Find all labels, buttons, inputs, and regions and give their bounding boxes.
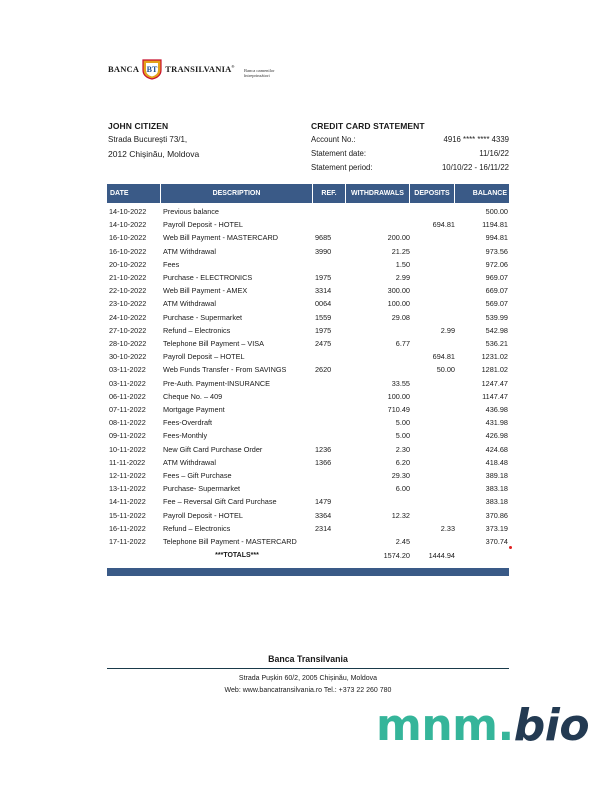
row-ref: 1236 — [315, 444, 332, 454]
row-date: 15-11-2022 — [109, 510, 146, 520]
row-withdrawal: 6.00 — [395, 484, 410, 494]
row-deposit: 2.99 — [440, 325, 455, 335]
row-deposit — [410, 456, 455, 469]
row-balance: 418.48 — [485, 457, 508, 467]
row-withdrawal — [346, 522, 410, 535]
table-row — [107, 258, 509, 271]
row-description: ATM Withdrawal — [163, 299, 216, 309]
row-balance: 370.86 — [485, 510, 508, 520]
table-row — [107, 456, 509, 469]
row-ref — [313, 403, 346, 416]
statement-period-label: Statement period: — [311, 163, 373, 172]
table-row — [107, 522, 509, 535]
column-header-ref: REF. — [313, 184, 346, 203]
table-row — [107, 203, 509, 218]
transactions-body — [107, 203, 509, 548]
table-header-row — [107, 184, 509, 203]
row-date: 17-11-2022 — [109, 537, 146, 547]
row-deposit — [410, 443, 455, 456]
table-row — [107, 416, 509, 429]
row-balance: 383.18 — [485, 497, 508, 507]
account-number-value: 4916 **** **** 4339 — [443, 135, 509, 144]
footer-address: Strada Pușkin 60/2, 2005 Chișinău, Moldova — [238, 675, 378, 682]
row-deposit: 694.81 — [432, 352, 455, 362]
row-description: Fees-Overdraft — [163, 418, 213, 428]
row-balance: 431.98 — [485, 418, 508, 428]
table-row — [107, 390, 509, 403]
customer-address-line2: 2012 Chișinău, Moldova — [108, 149, 200, 159]
row-withdrawal: 33.55 — [391, 378, 410, 388]
row-balance: 436.98 — [485, 405, 508, 415]
row-date: 22-10-2022 — [109, 286, 147, 296]
row-date: 16-10-2022 — [109, 246, 147, 256]
statement-period-value: 10/10/22 - 16/11/22 — [441, 163, 509, 172]
row-deposit — [410, 509, 455, 522]
statement-title: CREDIT CARD STATEMENT — [311, 121, 425, 131]
customer-address-line1: Strada București 73/1, — [108, 135, 188, 144]
table-row — [107, 297, 509, 310]
row-ref — [313, 350, 346, 363]
row-description: Web Bill Payment - MASTERCARD — [163, 233, 279, 243]
row-deposit — [410, 258, 455, 271]
footer-bank-name: Banca Transilvania — [268, 654, 348, 664]
row-deposit: 2.33 — [440, 523, 455, 533]
row-withdrawal: 6.77 — [395, 339, 410, 349]
row-description: Web Bill Payment - AMEX — [163, 286, 248, 296]
row-deposit — [410, 390, 455, 403]
row-withdrawal: 2.45 — [395, 537, 410, 547]
table-row — [107, 403, 509, 416]
row-deposit — [410, 284, 455, 297]
row-balance: 424.68 — [485, 444, 508, 454]
column-header-deposits: DEPOSITS — [410, 184, 455, 203]
column-header-description: DESCRIPTION — [161, 184, 313, 203]
table-row — [107, 231, 509, 244]
row-balance: 542.98 — [485, 325, 508, 335]
row-date: 20-10-2022 — [109, 259, 147, 269]
row-balance: 669.07 — [485, 286, 508, 296]
watermark-main: mnm. — [376, 700, 514, 751]
table-row — [107, 509, 509, 522]
row-ref: 3314 — [315, 286, 332, 296]
row-ref: 3990 — [315, 246, 332, 256]
row-balance: 1247.47 — [481, 378, 508, 388]
account-number-row — [311, 135, 509, 145]
row-deposit: 694.81 — [432, 220, 455, 230]
row-description: Refund – Electronics — [163, 523, 231, 533]
row-balance: 1147.47 — [482, 391, 508, 401]
row-ref: 2314 — [315, 523, 332, 533]
account-number-label: Account No.: — [311, 135, 356, 144]
row-ref: 2620 — [315, 365, 332, 375]
row-date: 14-11-2022 — [109, 497, 146, 507]
row-withdrawal: 1.50 — [395, 259, 410, 269]
row-description: Fee – Reversal Gift Card Purchase — [163, 497, 277, 507]
row-withdrawal — [346, 218, 410, 231]
row-deposit — [410, 337, 455, 350]
watermark-ext: bio — [513, 700, 590, 751]
row-description: Fees — [163, 259, 180, 269]
row-ref — [313, 258, 346, 271]
totals-label: ***TOTALS*** — [215, 551, 259, 559]
row-date: 09-11-2022 — [109, 431, 146, 441]
row-ref: 3364 — [315, 510, 332, 520]
row-description: ATM Withdrawal — [163, 457, 216, 467]
row-balance: 1231.02 — [481, 352, 508, 362]
customer-name: JOHN CITIZEN — [108, 121, 169, 131]
column-header-withdrawals: WITHDRAWALS — [346, 184, 410, 203]
row-deposit — [410, 203, 455, 218]
row-date: 10-11-2022 — [109, 444, 146, 454]
row-ref: 1366 — [315, 457, 332, 467]
row-deposit — [410, 297, 455, 310]
totals-withdrawals: 1574.20 — [383, 550, 410, 560]
row-ref — [313, 482, 346, 495]
logo-word-banca: BANCA — [108, 64, 140, 74]
page-footer — [107, 654, 509, 694]
bt-emblem-icon — [142, 58, 162, 80]
row-description: Fees-Monthly — [163, 431, 208, 441]
row-description: Fees – Gift Purchase — [163, 471, 232, 481]
row-balance: 973.56 — [485, 246, 508, 256]
statement-info-block — [311, 121, 509, 173]
row-date: 06-11-2022 — [109, 391, 146, 401]
row-ref: 0064 — [315, 299, 332, 309]
row-description: Pre-Auth. Payment-INSURANCE — [163, 378, 271, 388]
row-ref: 1975 — [315, 273, 332, 283]
row-ref: 1975 — [315, 325, 332, 335]
row-date: 23-10-2022 — [109, 299, 147, 309]
row-description: New Gift Card Purchase Order — [163, 444, 263, 454]
row-balance: 536.21 — [485, 339, 508, 349]
totals-empty-ref — [313, 548, 346, 562]
row-withdrawal: 2.30 — [395, 444, 410, 454]
table-row — [107, 482, 509, 495]
row-balance: 1281.02 — [481, 365, 508, 375]
row-deposit — [410, 231, 455, 244]
row-date: 12-11-2022 — [109, 471, 146, 481]
statement-date-label: Statement date: — [311, 149, 367, 158]
row-description: Mortgage Payment — [163, 405, 225, 415]
row-ref — [313, 469, 346, 482]
logo-word-transilvania: TRANSILVANIA® — [165, 64, 235, 74]
row-date: 16-11-2022 — [109, 523, 146, 533]
row-withdrawal: 300.00 — [387, 286, 410, 296]
row-ref — [313, 390, 346, 403]
row-deposit — [410, 416, 455, 429]
row-withdrawal: 5.00 — [395, 431, 410, 441]
row-description: Telephone Bill Payment – VISA — [163, 339, 264, 349]
totals-deposits: 1444.94 — [428, 550, 455, 560]
row-date: 14-10-2022 — [109, 220, 147, 230]
row-date: 28-10-2022 — [109, 339, 147, 349]
row-date: 03-11-2022 — [109, 365, 146, 375]
row-deposit — [410, 311, 455, 324]
table-row — [107, 218, 509, 231]
row-description: Purchase - Supermarket — [163, 312, 243, 322]
row-description: Telephone Bill Payment - MASTERCARD — [163, 537, 297, 547]
row-date: 08-11-2022 — [109, 418, 146, 428]
row-date: 11-11-2022 — [109, 457, 146, 467]
row-deposit — [410, 495, 455, 508]
watermark-logo — [376, 700, 589, 751]
row-withdrawal — [346, 324, 410, 337]
row-balance: 500.00 — [485, 207, 508, 216]
row-ref — [313, 429, 346, 442]
transactions-table — [107, 184, 509, 562]
bank-logo — [108, 56, 275, 82]
statement-period-row — [311, 163, 509, 173]
row-date: 14-10-2022 — [109, 207, 147, 216]
row-balance: 383.18 — [485, 484, 508, 494]
logo-tagline: Banca oamenilor întreprinzători — [244, 68, 275, 78]
row-deposit — [410, 271, 455, 284]
row-date: 07-11-2022 — [109, 405, 146, 415]
totals-row — [107, 548, 509, 562]
row-balance: 373.19 — [485, 523, 508, 533]
table-row — [107, 245, 509, 258]
row-withdrawal: 710.49 — [387, 405, 410, 415]
row-description: Payroll Deposit - HOTEL — [163, 510, 243, 520]
row-ref: 1479 — [315, 497, 332, 507]
row-balance: 569.07 — [485, 299, 508, 309]
row-description: Payroll Deposit - HOTEL — [163, 220, 243, 230]
row-ref: 2475 — [315, 339, 332, 349]
table-row — [107, 284, 509, 297]
row-ref — [313, 218, 346, 231]
row-deposit — [410, 377, 455, 390]
row-withdrawal: 200.00 — [387, 233, 410, 243]
table-row — [107, 271, 509, 284]
row-date: 27-10-2022 — [109, 325, 147, 335]
row-description: Payroll Deposit – HOTEL — [163, 352, 245, 362]
row-description: Previous balance — [163, 207, 219, 216]
column-header-balance: BALANCE — [455, 184, 509, 203]
totals-empty-date — [107, 548, 161, 562]
row-withdrawal: 2.99 — [395, 273, 410, 283]
row-ref — [313, 203, 346, 218]
row-ref — [313, 416, 346, 429]
totals-empty-balance — [455, 548, 509, 562]
row-deposit — [410, 403, 455, 416]
row-deposit — [410, 482, 455, 495]
row-withdrawal — [346, 495, 410, 508]
row-description: Purchase - ELECTRONICS — [163, 273, 253, 283]
row-withdrawal — [346, 350, 410, 363]
row-balance: 370.74 — [485, 537, 508, 547]
statement-date-value: 11/16/22 — [479, 149, 509, 158]
table-row — [107, 429, 509, 442]
row-deposit — [410, 535, 455, 548]
row-balance: 389.18 — [485, 471, 508, 481]
row-withdrawal: 6.20 — [395, 457, 410, 467]
table-bottom-bar — [107, 568, 509, 576]
table-row — [107, 377, 509, 390]
row-date: 21-10-2022 — [109, 273, 147, 283]
row-withdrawal: 29.08 — [391, 312, 410, 322]
row-description: Refund – Electronics — [163, 325, 231, 335]
row-date: 13-11-2022 — [109, 484, 146, 494]
table-row — [107, 495, 509, 508]
row-date: 24-10-2022 — [109, 312, 147, 322]
row-balance: 994.81 — [485, 233, 508, 243]
row-description: ATM Withdrawal — [163, 246, 216, 256]
row-balance: 539.99 — [485, 312, 508, 322]
row-date: 16-10-2022 — [109, 233, 147, 243]
table-row — [107, 443, 509, 456]
row-withdrawal: 100.00 — [387, 391, 410, 401]
row-description: Web Funds Transfer - From SAVINGS — [163, 365, 287, 375]
table-row — [107, 535, 509, 548]
table-row — [107, 337, 509, 350]
row-withdrawal: 29.30 — [391, 471, 410, 481]
row-deposit — [410, 469, 455, 482]
table-row — [107, 363, 509, 376]
footer-contact: Web: www.bancatransilvania.ro Tel.: +373 22 260 780 — [224, 687, 392, 694]
row-withdrawal: 12.32 — [391, 510, 410, 520]
table-row — [107, 324, 509, 337]
footer-divider — [107, 668, 509, 669]
customer-address-block — [108, 121, 199, 159]
table-row — [107, 469, 509, 482]
row-balance: 969.07 — [485, 273, 508, 283]
row-date: 03-11-2022 — [109, 378, 146, 388]
row-withdrawal — [346, 363, 410, 376]
column-header-date: DATE — [107, 184, 161, 203]
row-deposit — [410, 245, 455, 258]
row-deposit: 50.00 — [436, 365, 455, 375]
row-description: Cheque No. – 409 — [163, 391, 223, 401]
row-date: 30-10-2022 — [109, 352, 147, 362]
row-balance: 972.06 — [485, 259, 508, 269]
statement-date-row — [311, 149, 509, 159]
emblem-text: BT — [146, 65, 158, 74]
row-ref — [313, 535, 346, 548]
row-withdrawal: 100.00 — [387, 299, 410, 309]
row-deposit — [410, 429, 455, 442]
row-withdrawal — [346, 203, 410, 218]
row-balance: 426.98 — [485, 431, 508, 441]
row-withdrawal: 21.25 — [391, 246, 410, 256]
row-balance: 1194.81 — [482, 220, 508, 230]
row-ref — [313, 377, 346, 390]
red-dot-mark — [509, 546, 512, 549]
table-row — [107, 350, 509, 363]
table-row — [107, 311, 509, 324]
row-ref: 1559 — [315, 312, 332, 322]
row-description: Purchase- Supermarket — [163, 484, 241, 494]
row-ref: 9685 — [315, 233, 332, 243]
row-withdrawal: 5.00 — [395, 418, 410, 428]
